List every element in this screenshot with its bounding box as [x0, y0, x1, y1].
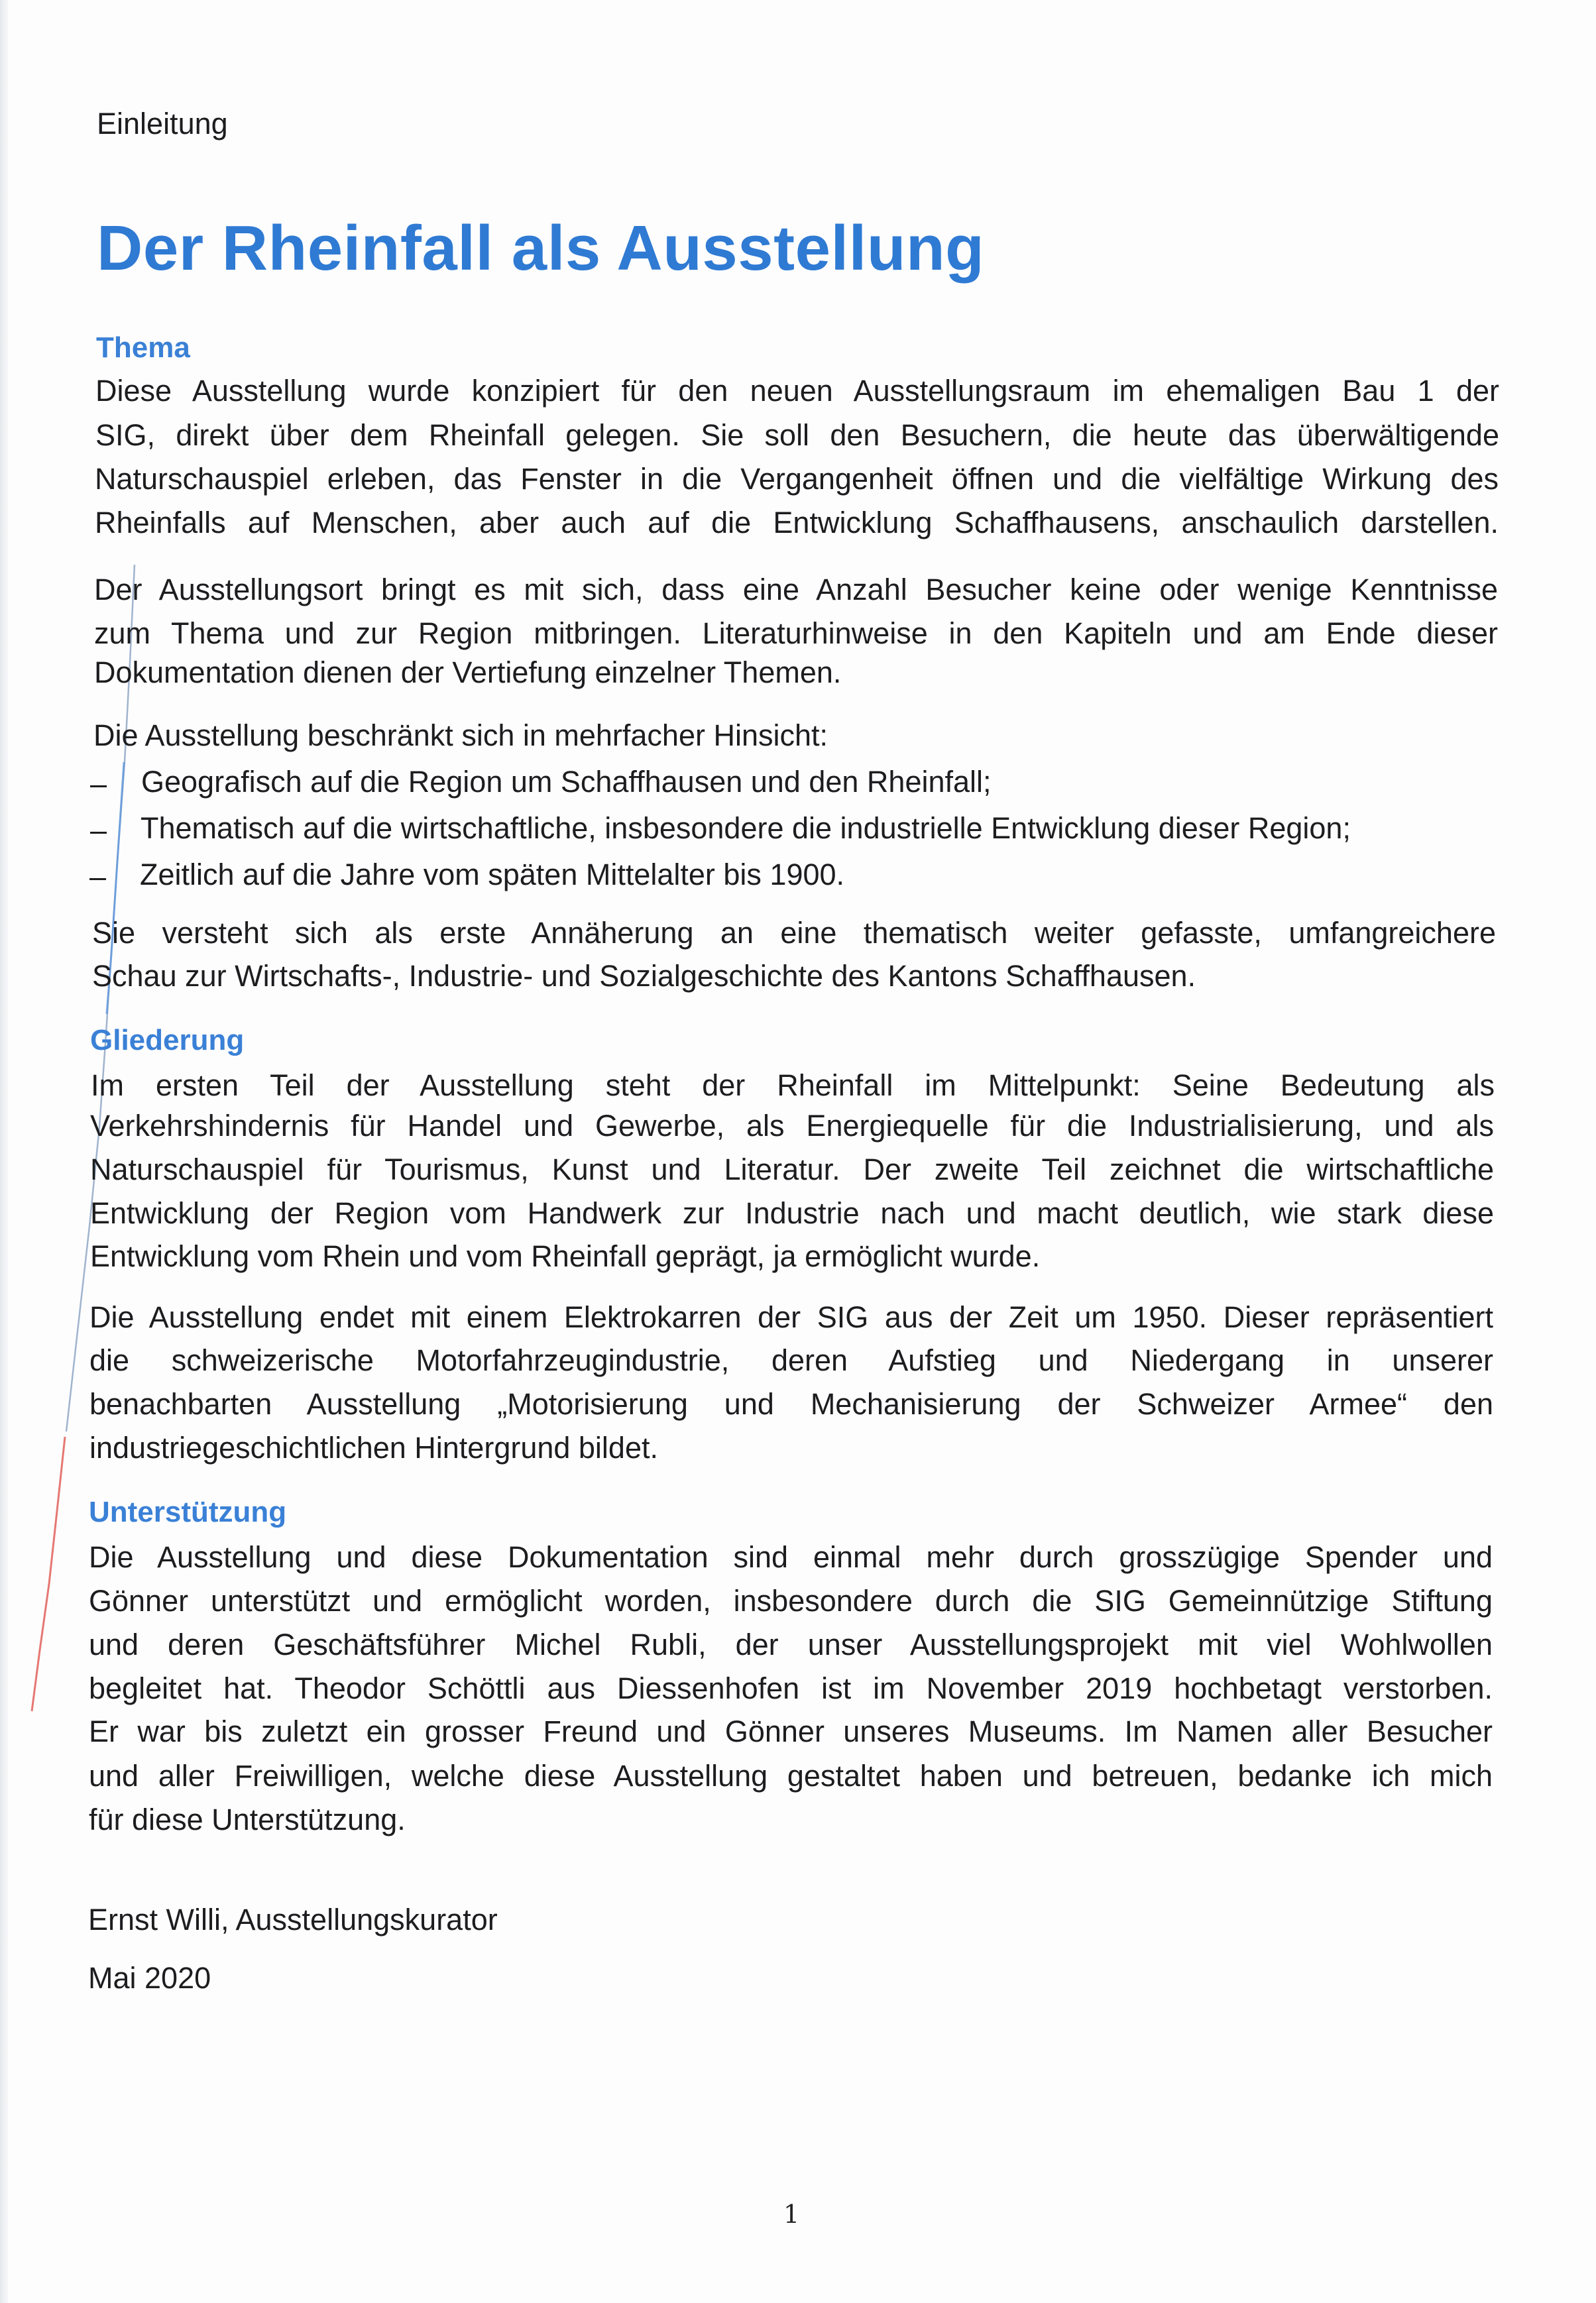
paragraph-line: die schweizerische Motorfahrzeugindustrie, deren Aufstieg und Niedergang in unserer [89, 1343, 1493, 1377]
paragraph-line: industriegeschichtlichen Hintergrund bildet. [89, 1431, 658, 1465]
paragraph-line: für diese Unterstützung. [89, 1803, 406, 1836]
paragraph-line: Diese Ausstellung wurde konzipiert für den neuen Ausstellungsraum im ehemaligen Bau 1 der [95, 374, 1499, 408]
paragraph-line: Sie versteht sich als erste Annäherung an eine thematisch weiter gefasste, umfangreichere [92, 916, 1496, 950]
paragraph-line: zum Thema und zur Region mitbringen. Literaturhinweise in den Kapiteln und am Ende dieser [94, 616, 1498, 650]
paragraph-line: Dokumentation dienen der Vertiefung einzelner Themen. [94, 655, 842, 689]
paragraph-line: und deren Geschäftsführer Michel Rubli, der unser Ausstellungsprojekt mit viel Wohlwollen [89, 1628, 1493, 1661]
paragraph-line: Verkehrshindernis für Handel und Gewerbe, als Energiequelle für die Industrialisierung, und als [90, 1109, 1494, 1143]
paragraph-line: Er war bis zuletzt ein grosser Freund und Gönner unseres Museums. Im Namen aller Besucher [89, 1714, 1493, 1748]
heading-gliederung: Gliederung [90, 1024, 245, 1056]
paragraph-line: SIG, direkt über dem Rheinfall gelegen. Sie soll den Besuchern, die heute das überwältigende [95, 418, 1499, 452]
paragraph-line: Die Ausstellung endet mit einem Elektrokarren der SIG aus der Zeit um 1950. Dieser repräsentiert [89, 1300, 1493, 1334]
section-kicker: Einleitung [97, 107, 228, 140]
paragraph-line: und aller Freiwilligen, welche diese Ausstellung gestaltet haben und betreuen, bedanke ich mich [89, 1759, 1493, 1793]
paragraph-line: Schau zur Wirtschafts-, Industrie- und Sozialgeschichte des Kantons Schaffhausen. [92, 959, 1196, 993]
paragraph-line: benachbarten Ausstellung „Motorisierung und Mechanisierung der Schweizer Armee“ den [89, 1387, 1493, 1421]
list-item: Geografisch auf die Region um Schaffhausen und den Rheinfall; [141, 765, 992, 799]
list-marker: – [90, 767, 107, 801]
heading-thema: Thema [96, 331, 190, 364]
list-item: Thematisch auf die wirtschaftliche, insbesondere die industrielle Entwicklung dieser Region; [141, 811, 1351, 845]
paragraph-line: Entwicklung vom Rhein und vom Rheinfall geprägt, ja ermöglicht wurde. [90, 1239, 1041, 1273]
paragraph-line: Der Ausstellungsort bringt es mit sich, dass eine Anzahl Besucher keine oder wenige Kenntnisse [94, 573, 1498, 606]
signature: Ernst Willi, Ausstellungskurator [88, 1903, 498, 1937]
red-margin-line [32, 1437, 65, 1711]
list-marker: – [90, 813, 107, 847]
paragraph-line: Gönner unterstützt und ermöglicht worden, insbesondere durch die SIG Gemeinnützige Stiftung [89, 1584, 1493, 1618]
list-marker: – [89, 860, 107, 893]
date: Mai 2020 [88, 1961, 211, 1995]
paragraph-line: Die Ausstellung beschränkt sich in mehrfacher Hinsicht: [93, 718, 828, 752]
paragraph-line: begleitet hat. Theodor Schöttli aus Diessenhofen ist im November 2019 hochbetagt verstorben. [89, 1671, 1493, 1705]
paragraph-line: Naturschauspiel erleben, das Fenster in die Vergangenheit öffnen und die vielfältige Wirkung des [95, 462, 1499, 496]
paragraph-line: Entwicklung der Region vom Handwerk zur Industrie nach und macht deutlich, wie stark diese [90, 1196, 1494, 1230]
list-item: Zeitlich auf die Jahre vom späten Mittelalter bis 1900. [140, 858, 845, 891]
paragraph-line: Naturschauspiel für Tourismus, Kunst und Literatur. Der zweite Teil zeichnet die wirtschaftliche [90, 1152, 1494, 1186]
heading-unterstuetzung: Unterstützung [89, 1496, 287, 1528]
page-number: 1 [783, 2200, 800, 2229]
page-title: Der Rheinfall als Ausstellung [97, 213, 985, 284]
paragraph-line: Die Ausstellung und diese Dokumentation sind einmal mehr durch grosszügige Spender und [89, 1540, 1493, 1574]
paragraph-line: Rheinfalls auf Menschen, aber auch auf die Entwicklung Schaffhausens, anschaulich darstellen. [95, 506, 1499, 539]
paragraph-line: Im ersten Teil der Ausstellung steht der Rheinfall im Mittelpunkt: Seine Bedeutung als [91, 1068, 1495, 1102]
